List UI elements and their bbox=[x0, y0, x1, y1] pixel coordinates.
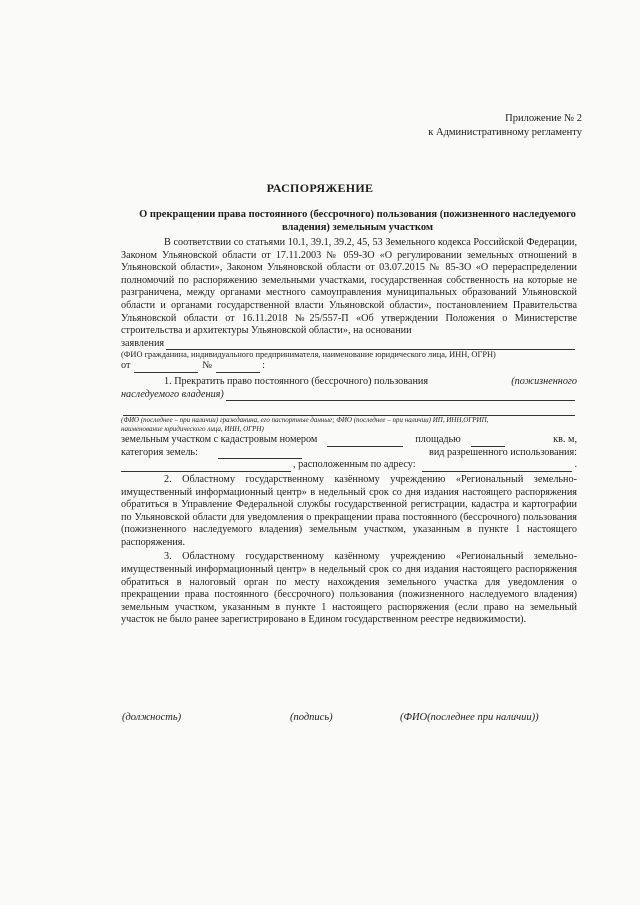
signature-sign: (подпись) bbox=[290, 712, 333, 723]
number-sign: № bbox=[202, 360, 213, 372]
address-blank bbox=[422, 461, 573, 472]
application-blank bbox=[166, 339, 575, 350]
item-1-text: 1. Прекратить право постоянного (бессрочного) пользования bbox=[164, 375, 429, 387]
category-blank bbox=[218, 448, 302, 459]
use-label: вид разрешенного использования: bbox=[429, 446, 577, 458]
address-line bbox=[121, 459, 577, 472]
document-subject: О прекращении права постоянного (бессрочного) пользования (пожизненного наследуемого владения) земельным участком bbox=[139, 209, 576, 233]
document-title: РАСПОРЯЖЕНИЕ bbox=[266, 181, 374, 195]
colon: : bbox=[262, 360, 265, 372]
holder-blank bbox=[226, 390, 575, 401]
cadastral-blank bbox=[327, 436, 403, 447]
applicant-caption: (ФИО гражданина, индивидуального предпринимателя, наименование юридического лица, ИНН, ОГРН) bbox=[121, 350, 496, 360]
address-label: , расположенным по адресу: bbox=[293, 459, 416, 471]
holder-blank-line-2 bbox=[121, 401, 577, 416]
date-number-line bbox=[121, 360, 577, 373]
number-blank bbox=[216, 362, 260, 373]
application-line bbox=[121, 338, 577, 351]
area-blank bbox=[471, 436, 505, 447]
holder-blank-2 bbox=[123, 405, 575, 416]
item-2-paragraph: 2. Областному государственному казённому учреждению «Региональный земельно-имущественный информационный центр» в недельный срок со дня издания настоящего распоряжения обратиться в Управление Федеральной службы государственной регистрации, кадастра и картографии по Ульяновской области для уведомления о прекращении права постоянного (бессрочного) пользования (пожизненного наследуемого владения) земельным участком, указанным в пункте 1 настоящего распоряжения. bbox=[121, 473, 577, 548]
attachment-note bbox=[428, 112, 582, 140]
from-label: от bbox=[121, 360, 131, 372]
cadastral-label: земельным участком с кадастровым номером bbox=[121, 434, 318, 446]
item-1-holder-line bbox=[121, 389, 577, 402]
holder-caption-2: наименование юридического лица, ИНН, ОГРН) bbox=[121, 425, 264, 434]
signature-position: (должность) bbox=[122, 712, 182, 723]
item-1-italic-1: (пожизненного bbox=[511, 375, 577, 387]
signature-name: (ФИО(последнее при наличии)) bbox=[400, 712, 539, 723]
item-1-italic-2: наследуемого владения) bbox=[121, 388, 224, 400]
application-label: заявления bbox=[121, 337, 165, 349]
attachment-line-2: к Административному регламенту bbox=[428, 127, 582, 138]
holder-caption-1: (ФИО (последнее – при наличии) гражданина, его паспортные данные; ФИО (последнее – при наличии) ИП, ИНН,ОГРИП, bbox=[121, 416, 489, 425]
area-unit: кв. м, bbox=[553, 434, 577, 446]
intro-paragraph: В соответствии со статьями 10.1, 39.1, 39.2, 45, 53 Земельного кодекса Российской Федерации, Законом Ульяновской области от 17.11.2003 № 059-ЗО «О регулировании земельных отношений в Ульяновской области», Законом Ульяновской области от 03.07.2015 № 85-ЗО «О перераспределении полномочий по распоряжению земельными участками, государственная собственность на которые не разграничена, между органами местного самоуправления муниципальных образований Ульяновской области и органами государственной власти Ульяновской области», постановлением Правительства Ульяновской области от 16.11.2018 №25/557-П «Об утверждении Положения о Министерстве строительства и архитектуры Ульяновской области», на основании bbox=[121, 237, 577, 337]
date-blank bbox=[134, 362, 198, 373]
item-3-paragraph: 3. Областному государственному казённому учреждению «Региональный земельно-имущественный информационный центр» в недельный срок со дня издания настоящего распоряжения обратиться в налоговый орган по месту нахождения земельного участка для уведомления о прекращении права постоянного (бессрочного) пользования (пожизненного наследуемого владения) земельным участком, указанным в пункте 1 настоящего распоряжения (если право на земельный участок не было ранее зарегистрировано в Едином государственном реестре недвижимости). bbox=[121, 551, 577, 626]
item-1-line bbox=[121, 376, 577, 389]
document-body bbox=[121, 237, 577, 627]
category-label: категория земель: bbox=[121, 446, 198, 458]
cadastral-line bbox=[121, 434, 577, 447]
category-line bbox=[121, 447, 577, 460]
area-label: площадью bbox=[415, 434, 461, 446]
address-end: . bbox=[574, 459, 577, 471]
attachment-line-1: Приложение № 2 bbox=[505, 113, 582, 124]
use-blank bbox=[121, 461, 291, 472]
